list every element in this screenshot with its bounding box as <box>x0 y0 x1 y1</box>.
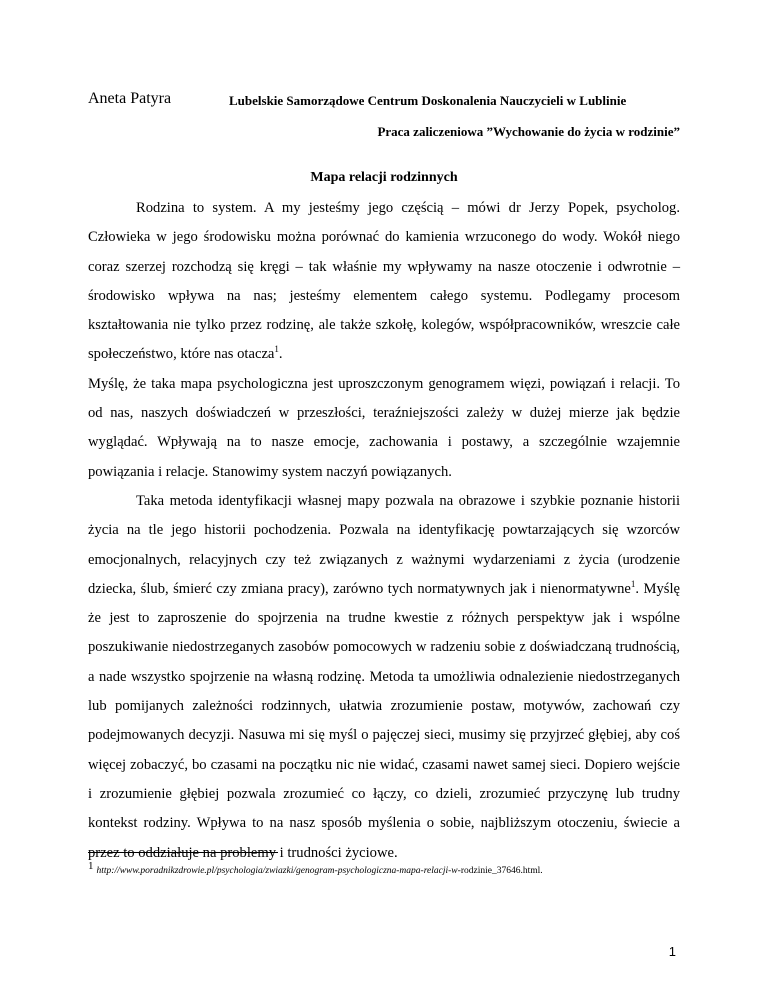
paragraph-1 <box>88 194 680 370</box>
footnote-url: http://www.poradnikzdrowie.pl/psychologia/zwiazki/genogram-psychologiczna-mapa-relacji-w- <box>96 866 461 877</box>
page-number: 1 <box>668 944 676 959</box>
paragraph-3-text-a: Taka metoda identyfikacji własnej mapy pozwala na obrazowe i szybkie poznanie historii życia na tle jego historii pochodzenia. Pozwala na identyfikację powtarzających się wzorców emocjonalnych, relacyjnych czy też związanych z ważnymi wydarzeniami z życia (urodzenie dziecka, ślub, śmierć czy zmiana pracy), zarówno tych normatywnych jak i nienormatywne <box>88 492 680 597</box>
institution-name: Lubelskie Samorządowe Centrum Doskonalenia Nauczycieli w Lublinie <box>229 93 627 108</box>
paragraph-1-end: . <box>278 346 283 363</box>
footnote-mark: 1 <box>88 860 94 872</box>
body-text <box>88 194 680 868</box>
footnote-reference: 1 <box>274 344 279 355</box>
paragraph-3 <box>88 487 680 868</box>
footnote <box>88 860 543 877</box>
document-subtitle: Praca zaliczeniowa ”Wychowanie do życia w rodzinie” <box>377 124 680 139</box>
paragraph-3-text-b: . Myślę że jest to zaproszenie do spojrzenia na trudne kwestie z różnych perspektyw jak i wspólne poszukiwanie niedostrzeganych zasobów pomocowych w radzeniu sobie z doświadczaną trudnością, a nade wszystko spojrzenie na własną rodzinę. Metoda ta umożliwia odnalezienie niedostrzeganych lub pomijanych zależności rodzinnych, ułatwia zrozumienie postaw, motywów, zachowań czy podejmowanych decyzji. Nasuwa mi się myśl o pajęczej sieci, musimy się przyjrzeć głębiej, aby coś więcej zobaczyć, bo czasami na początku nic nie widać, czasami nawet samej sieci. Dopiero wejście i zrozumienie głębiej pozwala zrozumieć co łączy, co dzieli, zrozumieć przyczynę lub trudny kontekst rodziny. Wpływa to na nasz sposób myślenia o sobie, najbliższym otoczeniu, świecie a przez to oddziałuje na problemy i trudności życiowe. <box>88 580 681 861</box>
footnote-reference: 1 <box>630 579 636 589</box>
paragraph-1-text: Rodzina to system. A my jesteśmy jego częścią – mówi dr Jerzy Popek, psycholog. Człowieka w jego środowisku można porównać do kamienia wrzuconego do wody. Wokół niego coraz szerzej rozchodzą się kręgi – tak właśnie my wpływamy na nasze otoczenie i odwrotnie – środowisko wpływa na nas; jesteśmy elementem całego systemu. Podlegamy procesom kształtowania nie tylko przez rodzinę, ale także szkołę, kolegów, współpracowników, wreszcie całe społeczeństwo, które nas otacza <box>88 200 680 363</box>
footnote-url-rest: rodzinie_37646.html. <box>460 866 543 877</box>
author-name: Aneta Patyra <box>88 90 172 107</box>
footnote-separator <box>88 852 278 853</box>
paragraph-2: Myślę, że taka mapa psychologiczna jest uproszczonym genogramem więzi, powiązań i relacji. To od nas, naszych doświadczeń w przeszłości, teraźniejszości zależy w dużej mierze jak będzie wyglądać. Wpływają na to nasze emocje, zachowania i postawy, a szczególnie wzajemnie powiązania i relacje. Stanowimy system naczyń powiązanych. <box>88 375 680 480</box>
page-title: Mapa relacji rodzinnych <box>310 170 458 185</box>
